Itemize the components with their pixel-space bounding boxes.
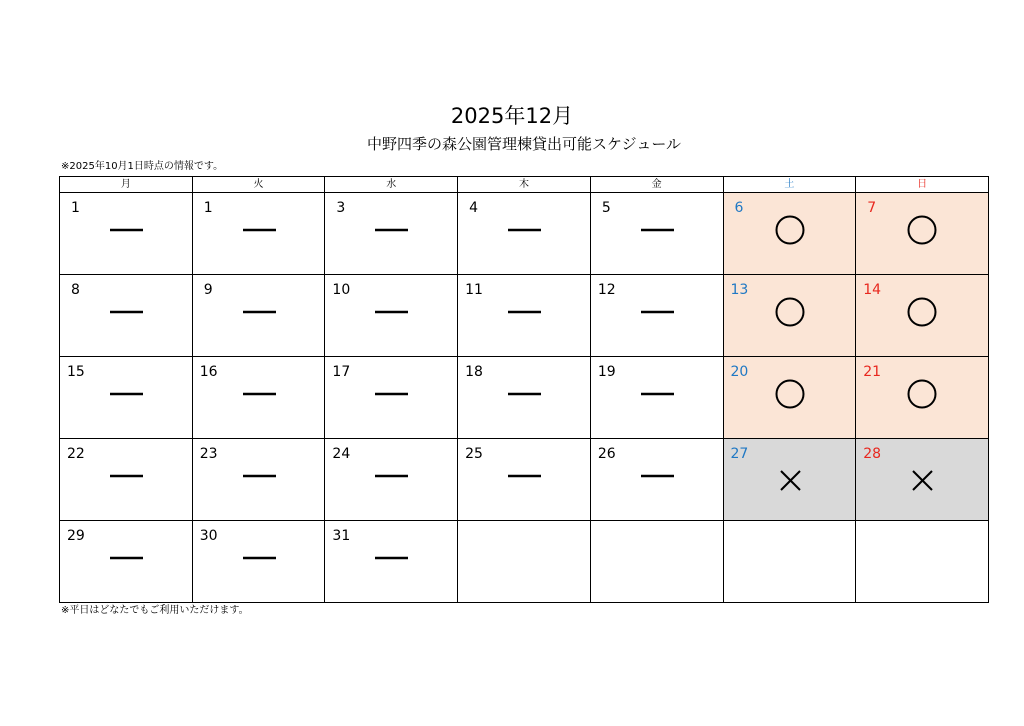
calendar-day-cell: [458, 275, 591, 357]
calendar-week-row: [60, 193, 989, 275]
calendar-day-cell: [590, 357, 723, 439]
dash-icon: [508, 215, 538, 245]
calendar-day-cell: [856, 193, 989, 275]
circle-icon: [775, 379, 805, 409]
calendar-day-cell: [192, 275, 325, 357]
calendar-day-cell: [458, 357, 591, 439]
page-title: 2025年12月: [450, 104, 574, 128]
day-number: 22: [67, 446, 85, 462]
day-number: 15: [67, 364, 85, 380]
dash-icon: [641, 215, 671, 245]
dash-icon: [508, 461, 538, 491]
dash-icon: [110, 297, 140, 327]
circle-icon: [907, 297, 937, 327]
calendar-day-cell: [856, 439, 989, 521]
day-number: 31: [332, 528, 351, 544]
weekday-sat: 土: [723, 177, 856, 193]
calendar-week-row: [60, 521, 989, 603]
calendar-day-cell: [458, 439, 591, 521]
dash-icon: [641, 379, 671, 409]
calendar-day-cell: [325, 357, 458, 439]
weekday-header-row: [60, 177, 989, 193]
day-number: 4: [469, 200, 479, 216]
day-number: 6: [734, 200, 744, 216]
dash-icon: [375, 461, 405, 491]
page-subtitle: 中野四季の森公園管理棟貸出可能スケジュール: [366, 135, 682, 153]
day-number: 28: [863, 446, 882, 462]
day-number: 1: [71, 200, 80, 216]
day-number: 13: [730, 282, 749, 298]
day-number: 20: [730, 364, 749, 380]
calendar-day-cell: [723, 521, 856, 603]
cross-icon: [776, 463, 806, 493]
weekday-tue: 火: [192, 177, 325, 193]
weekday-thu: 木: [458, 177, 591, 193]
day-number: 27: [730, 446, 749, 462]
day-number: 10: [332, 282, 351, 298]
weekday-wed: 水: [325, 177, 458, 193]
day-number: 18: [465, 364, 483, 380]
dash-icon: [508, 297, 538, 327]
weekday-fri: 金: [590, 177, 723, 193]
day-number: 29: [67, 528, 85, 544]
circle-icon: [775, 215, 805, 245]
info-date-note: ※2025年10月1日時点の情報です。: [61, 161, 224, 172]
day-number: 14: [863, 282, 882, 298]
day-number: 16: [199, 364, 218, 380]
day-number: 3: [336, 200, 346, 216]
calendar-grid: [59, 176, 989, 603]
weekday-mon: 月: [60, 177, 193, 193]
calendar-day-cell: [60, 193, 193, 275]
calendar-day-cell: [590, 439, 723, 521]
dash-icon: [375, 379, 405, 409]
calendar-day-cell: [458, 193, 591, 275]
calendar-day-cell: [325, 521, 458, 603]
day-number: 11: [465, 282, 483, 298]
day-number: 26: [597, 446, 616, 462]
calendar-day-cell: [192, 193, 325, 275]
calendar-day-cell: [723, 357, 856, 439]
day-number: 7: [867, 200, 877, 216]
day-number: 12: [597, 282, 616, 298]
day-number: 19: [597, 364, 616, 380]
dash-icon: [110, 379, 140, 409]
dash-icon: [243, 215, 273, 245]
day-number: 1: [203, 200, 213, 216]
day-number: 23: [199, 446, 218, 462]
dash-icon: [641, 461, 671, 491]
dash-icon: [110, 461, 140, 491]
calendar-day-cell: [590, 521, 723, 603]
calendar-day-cell: [60, 439, 193, 521]
dash-icon: [243, 297, 273, 327]
weekday-sun: 日: [856, 177, 989, 193]
calendar-day-cell: [60, 521, 193, 603]
calendar-day-cell: [60, 275, 193, 357]
day-number: 24: [332, 446, 351, 462]
dash-icon: [375, 543, 405, 573]
calendar-day-cell: [192, 521, 325, 603]
circle-icon: [907, 379, 937, 409]
calendar-day-cell: [590, 193, 723, 275]
circle-icon: [907, 215, 937, 245]
day-number: 21: [863, 364, 882, 380]
day-number: 5: [601, 200, 611, 216]
calendar-week-row: [60, 439, 989, 521]
weekday-usage-note: ※平日はどなたでもご利用いただけます。: [61, 605, 249, 616]
cross-icon: [908, 463, 938, 493]
calendar-day-cell: [325, 193, 458, 275]
dash-icon: [508, 379, 538, 409]
calendar-day-cell: [60, 357, 193, 439]
calendar-week-row: [60, 357, 989, 439]
calendar-day-cell: [856, 521, 989, 603]
calendar-day-cell: [856, 357, 989, 439]
day-number: 25: [465, 446, 483, 462]
dash-icon: [243, 461, 273, 491]
calendar-week-row: [60, 275, 989, 357]
dash-icon: [110, 543, 140, 573]
dash-icon: [375, 297, 405, 327]
dash-icon: [110, 215, 140, 245]
dash-icon: [641, 297, 671, 327]
calendar-day-cell: [458, 521, 591, 603]
day-number: 9: [203, 282, 213, 298]
calendar-day-cell: [723, 275, 856, 357]
day-number: 8: [71, 282, 80, 298]
calendar-day-cell: [325, 439, 458, 521]
dash-icon: [243, 543, 273, 573]
dash-icon: [243, 379, 273, 409]
day-number: 17: [332, 364, 351, 380]
circle-icon: [775, 297, 805, 327]
calendar-day-cell: [325, 275, 458, 357]
calendar-day-cell: [723, 193, 856, 275]
calendar-day-cell: [856, 275, 989, 357]
dash-icon: [375, 215, 405, 245]
day-number: 30: [199, 528, 218, 544]
calendar-day-cell: [192, 439, 325, 521]
calendar-day-cell: [723, 439, 856, 521]
calendar-day-cell: [590, 275, 723, 357]
calendar-day-cell: [192, 357, 325, 439]
